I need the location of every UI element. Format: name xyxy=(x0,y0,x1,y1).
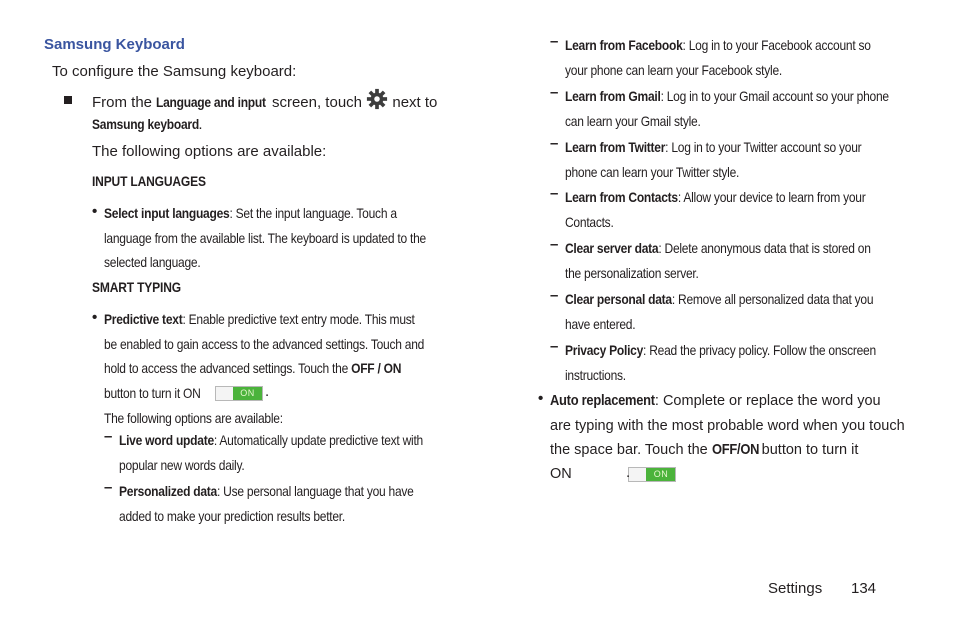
right-item-4-line-1: : Delete anonymous data that is stored on xyxy=(658,240,871,256)
dash-bullet: – xyxy=(550,185,559,202)
smart-typing-heading: SMART TYPING xyxy=(92,279,181,295)
auto-end: . xyxy=(626,464,631,481)
dash-bullet: – xyxy=(104,479,113,496)
learn-facebook-label: Learn from Facebook xyxy=(565,37,683,53)
bullet-dot: • xyxy=(92,203,98,220)
predictive-line-2: be enabled to gain access to the advanced settings. Touch and xyxy=(104,335,425,352)
step-end: . xyxy=(198,116,203,133)
auto-line-4-pre: ON xyxy=(550,466,572,482)
right-item-3-line-1: : Allow your device to learn from your xyxy=(677,189,866,205)
footer-section: Settings xyxy=(768,580,823,597)
toggle-on-label: ON xyxy=(233,387,262,400)
on-off-toggle-icon xyxy=(628,467,676,482)
bullet-dot: • xyxy=(538,390,544,407)
auto-line-1: : Complete or replace the word you xyxy=(654,393,881,409)
toggle-on-label: ON xyxy=(646,468,675,481)
options-intro: The following options are available: xyxy=(92,143,327,160)
right-item-2-line-2: phone can learn your Twitter style. xyxy=(565,163,740,180)
bullet-dot: • xyxy=(92,309,98,326)
personalized-data-item xyxy=(119,479,414,528)
right-item-5-line-2: have entered. xyxy=(565,315,636,332)
right-item-1-line-2: can learn your Gmail style. xyxy=(565,112,701,129)
live-word-line-1: : Automatically update predictive text with xyxy=(213,432,423,448)
right-item-3-line-2: Contacts. xyxy=(565,213,614,230)
personalized-line-2: added to make your prediction results better. xyxy=(119,507,345,524)
dash-bullet: – xyxy=(550,287,559,304)
learn-contacts-label: Learn from Contacts xyxy=(565,189,678,205)
auto-off-on-label: OFF/ON xyxy=(711,440,759,458)
auto-line-3-pre: the space bar. Touch the xyxy=(550,441,708,458)
dash-bullet: – xyxy=(550,84,559,101)
dash-bullet: – xyxy=(550,135,559,152)
step-target-name: Samsung keyboard xyxy=(92,116,199,132)
right-item-4 xyxy=(565,236,871,285)
right-item-5-line-1: : Remove all personalized data that you xyxy=(671,291,874,307)
step-post: next to xyxy=(392,93,438,111)
right-item-1-line-1: : Log in to your Gmail account so your phone xyxy=(660,88,889,104)
live-word-update-label: Live word update xyxy=(119,432,214,448)
right-item-0 xyxy=(565,33,871,82)
clear-personal-data-label: Clear personal data xyxy=(565,291,672,307)
right-item-6-line-1: : Read the privacy policy. Follow the onscreen xyxy=(643,342,876,358)
predictive-text-label: Predictive text xyxy=(104,311,183,327)
input-languages-item xyxy=(104,201,426,275)
personalized-data-label: Personalized data xyxy=(119,483,217,499)
right-item-2-line-1: : Log in to your Twitter account so your xyxy=(665,139,862,155)
right-item-4-line-2: the personalization server. xyxy=(565,264,699,281)
intro-text: To configure the Samsung keyboard: xyxy=(52,63,297,80)
right-item-2 xyxy=(565,135,861,184)
right-item-5 xyxy=(565,287,873,336)
dash-bullet: – xyxy=(104,428,113,445)
live-word-line-2: popular new words daily. xyxy=(119,456,245,473)
live-word-update-item xyxy=(119,428,423,477)
predictive-line-4: button to turn it ON xyxy=(104,384,201,401)
input-languages-line-1: : Set the input language. Touch a xyxy=(229,205,397,221)
dash-bullet: – xyxy=(550,33,559,50)
dash-bullet: – xyxy=(550,236,559,253)
gear-icon xyxy=(366,88,388,118)
clear-server-data-label: Clear server data xyxy=(565,240,659,256)
input-languages-line-2: language from the available list. The keyboard is updated to the xyxy=(104,229,426,246)
auto-replacement-item xyxy=(550,389,905,486)
predictive-line-3: hold to access the advanced settings. Touch the xyxy=(104,360,349,376)
right-item-0-line-2: your phone can learn your Facebook style. xyxy=(565,61,782,78)
learn-gmail-label: Learn from Gmail xyxy=(565,88,661,104)
section-title: Samsung Keyboard xyxy=(44,36,185,53)
square-bullet-icon xyxy=(64,96,72,104)
learn-twitter-label: Learn from Twitter xyxy=(565,139,666,155)
step-pre: From the xyxy=(92,93,153,111)
right-item-0-line-1: : Log in to your Facebook account so xyxy=(682,37,871,53)
auto-replacement-label: Auto replacement xyxy=(550,392,655,409)
predictive-end: . xyxy=(265,383,270,400)
right-item-6 xyxy=(565,338,876,387)
step-line-2 xyxy=(92,112,203,137)
input-languages-heading: INPUT LANGUAGES xyxy=(92,173,206,189)
dash-bullet: – xyxy=(550,338,559,355)
right-item-3 xyxy=(565,185,865,234)
auto-line-2: are typing with the most probable word when you touch xyxy=(550,417,905,434)
predictive-line-1: : Enable predictive text entry mode. This must xyxy=(182,311,415,327)
on-off-toggle-icon xyxy=(215,386,263,401)
privacy-policy-label: Privacy Policy xyxy=(565,342,644,358)
input-languages-line-3: selected language. xyxy=(104,254,201,270)
sub-options-intro: The following options are available: xyxy=(104,410,283,426)
select-input-languages-label: Select input languages xyxy=(104,205,230,221)
auto-line-3-post: button to turn it xyxy=(761,441,859,458)
step-menu-name: Language and input xyxy=(156,93,266,110)
step-mid: screen, touch xyxy=(271,93,363,111)
page-number: 134 xyxy=(851,580,877,597)
off-on-label: OFF / ON xyxy=(351,360,402,376)
right-item-1 xyxy=(565,84,889,133)
personalized-line-1: : Use personal language that you have xyxy=(216,483,414,499)
right-item-6-line-2: instructions. xyxy=(565,366,626,383)
